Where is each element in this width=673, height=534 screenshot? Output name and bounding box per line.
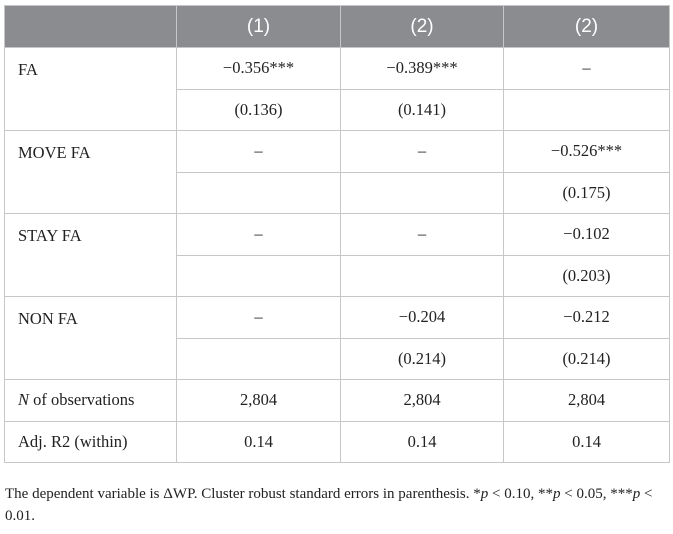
cell-adj-r2-3: 0.14 (504, 421, 670, 463)
cell-fa-se-1: (0.136) (177, 89, 341, 131)
cell-stay-fa-coef-1: – (177, 214, 341, 256)
cell-n-obs-1: 2,804 (177, 380, 341, 422)
cell-stay-fa-coef-2: – (341, 214, 504, 256)
row-label-n-observations (5, 380, 177, 422)
table-footnote (5, 483, 667, 527)
cell-move-fa-se-1 (177, 172, 341, 214)
footnote-text-4: < 0.01. (5, 486, 653, 524)
regression-table-container (4, 5, 669, 463)
cell-move-fa-coef-2: – (341, 131, 504, 173)
cell-move-fa-coef-1: – (177, 131, 341, 173)
n-symbol: N (18, 390, 30, 410)
table-row-n-observations (5, 380, 670, 422)
cell-fa-coef-2: −0.389*** (341, 48, 504, 90)
cell-stay-fa-coef-3: −0.102 (504, 214, 670, 256)
footnote-p-symbol-2: p (553, 486, 561, 502)
footnote-p-symbol-3: p (632, 486, 641, 502)
table-row-non-fa-coef (5, 297, 670, 339)
cell-fa-se-2: (0.141) (341, 89, 504, 131)
cell-non-fa-se-2: (0.214) (341, 338, 504, 380)
table-row-adj-r2 (5, 421, 670, 463)
footnote-p-symbol-1: p (480, 486, 489, 502)
cell-adj-r2-1: 0.14 (177, 421, 341, 463)
cell-non-fa-coef-3: −0.212 (504, 297, 670, 339)
header-cell-model-3: (2) (504, 6, 670, 48)
header-cell-blank (5, 6, 177, 48)
cell-n-obs-2: 2,804 (341, 380, 504, 422)
cell-non-fa-coef-1: – (177, 297, 341, 339)
row-label-stay-fa: STAY FA (5, 214, 177, 297)
table-row-fa-coef (5, 48, 670, 90)
n-label-text: of observations (29, 390, 135, 410)
row-label-adj-r2: Adj. R2 (within) (5, 421, 177, 463)
cell-move-fa-coef-3: −0.526*** (504, 131, 670, 173)
regression-table (4, 5, 670, 463)
header-cell-model-1: (1) (177, 6, 341, 48)
table-row-move-fa-coef (5, 131, 670, 173)
cell-non-fa-se-3: (0.214) (504, 338, 670, 380)
header-cell-model-2: (2) (341, 6, 504, 48)
cell-n-obs-3: 2,804 (504, 380, 670, 422)
cell-adj-r2-2: 0.14 (341, 421, 504, 463)
row-label-fa: FA (5, 48, 177, 131)
footnote-text-2: < 0.10, ** (488, 486, 553, 502)
table-row-stay-fa-coef (5, 214, 670, 256)
cell-non-fa-se-1 (177, 338, 341, 380)
header-row (5, 6, 670, 48)
cell-move-fa-se-3: (0.175) (504, 172, 670, 214)
cell-non-fa-coef-2: −0.204 (341, 297, 504, 339)
cell-fa-coef-1: −0.356*** (177, 48, 341, 90)
footnote-text-1: The dependent variable is ΔWP. Cluster robust standard errors in parenthesis. * (5, 486, 481, 502)
footnote-text-3: < 0.05, *** (560, 486, 633, 502)
cell-stay-fa-se-3: (0.203) (504, 255, 670, 297)
cell-stay-fa-se-1 (177, 255, 341, 297)
row-label-non-fa: NON FA (5, 297, 177, 380)
cell-fa-se-3 (504, 89, 670, 131)
cell-fa-coef-3: – (504, 48, 670, 90)
cell-move-fa-se-2 (341, 172, 504, 214)
cell-stay-fa-se-2 (341, 255, 504, 297)
row-label-move-fa: MOVE FA (5, 131, 177, 214)
